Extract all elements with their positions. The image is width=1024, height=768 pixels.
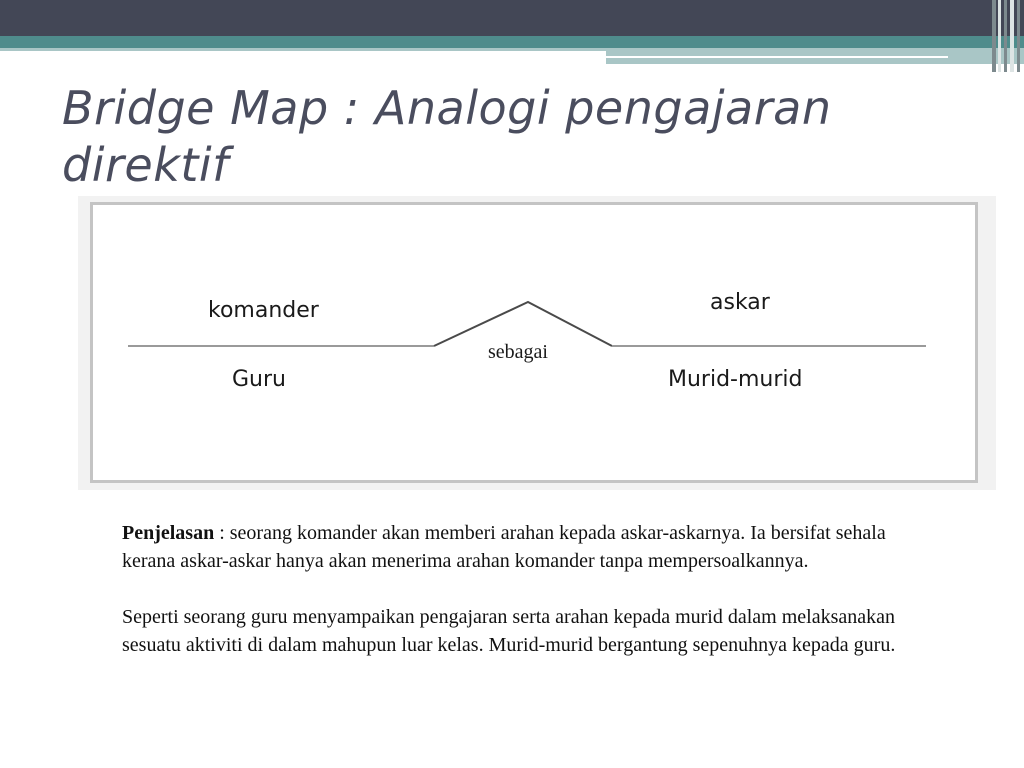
slide-title: Bridge Map : Analogi pengajaran direktif	[62, 81, 832, 192]
explanation-heading: Penjelasan	[122, 522, 215, 544]
explanation-paragraph-2: Seperti seorang guru menyampaikan pengajaran serta arahan kepada murid dalam melaksanakan sesuatu aktiviti di dalam mahupun luar kelas. Murid-murid bergantung sepenuhnya kepada guru.	[122, 606, 896, 656]
bridge-arch	[434, 302, 612, 346]
bridge-bottom-right-label: Murid-murid	[668, 367, 803, 392]
bridge-top-right-label: askar	[710, 290, 770, 315]
bridge-bottom-left-label: Guru	[232, 367, 286, 392]
explanation-paragraph-1-text: : seorang komander akan memberi arahan kepada askar-askarnya. Ia bersifat sehala kerana askar-askar hanya akan menerima arahan komander tanpa mempersoalkannya.	[122, 522, 886, 572]
explanation-block	[122, 519, 922, 687]
relating-factor-label: sebagai	[488, 341, 548, 363]
explanation-paragraph-1	[122, 519, 922, 575]
bridge-top-left-label: komander	[208, 298, 319, 323]
